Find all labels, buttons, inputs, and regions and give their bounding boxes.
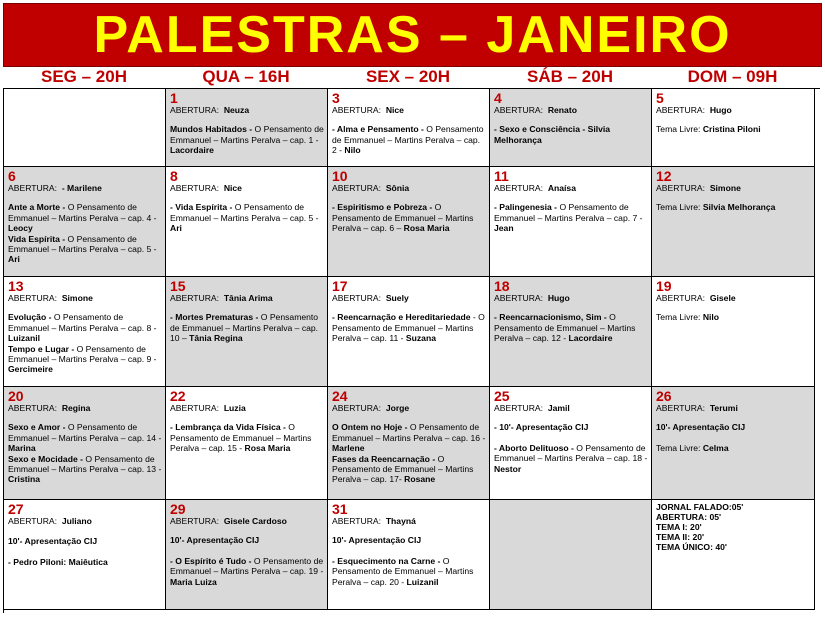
calendar-cell-day-10 xyxy=(328,167,490,277)
calendar-cell-empty xyxy=(4,89,166,167)
day-number: 13 xyxy=(8,278,24,294)
calendar-cell-day-29 xyxy=(166,500,328,610)
calendar-cell-day-1 xyxy=(166,89,328,167)
free-topic: Tema Livre: Celma xyxy=(656,442,729,453)
day-number: 31 xyxy=(332,501,348,517)
cij-presentation: 10'- Apresentação CIJ xyxy=(170,535,260,546)
day-number: 26 xyxy=(656,388,672,404)
lecture: - Pedro Piloni: Maiêutica xyxy=(8,556,108,567)
calendar-cell-day-12 xyxy=(652,167,815,277)
calendar-cell-day-20 xyxy=(4,387,166,500)
lecture: Sexo e Mocidade - O Pensamento de Emmanuel – Martins Peralva – cap. 13 - Cristina xyxy=(8,453,162,485)
page-title: PALESTRAS – JANEIRO xyxy=(93,6,732,64)
abertura-line: ABERTURA: Gisele xyxy=(656,293,736,303)
day-number: 1 xyxy=(170,90,178,106)
calendar-cell-day-17 xyxy=(328,277,490,387)
calendar-cell-day-19 xyxy=(652,277,815,387)
day-number: 12 xyxy=(656,168,672,184)
abertura-line: ABERTURA: Luzia xyxy=(170,403,246,413)
abertura-line: ABERTURA: Jamil xyxy=(494,403,570,413)
legend-item: JORNAL FALADO:05' xyxy=(656,502,744,512)
cij-presentation: 10'- Apresentação CIJ xyxy=(332,535,422,546)
legend-item: TEMA ÚNICO: 40' xyxy=(656,542,727,552)
free-topic: Tema Livre: Silvia Melhorança xyxy=(656,202,776,213)
abertura-line: ABERTURA: Jorge xyxy=(332,403,410,413)
legend-item: TEMA II: 20' xyxy=(656,532,705,542)
page-title-banner xyxy=(3,3,822,67)
day-number: 4 xyxy=(494,90,502,106)
lecture: - Lembrança da Vida Física - O Pensamento de Emmanuel – Martins Peralva – cap. 15 - Rosa Maria xyxy=(170,422,312,454)
lecture: - Esquecimento na Carne - O Pensamento de Emmanuel – Martins Peralva – cap. 20 - Luizanil xyxy=(332,555,474,587)
day-number: 20 xyxy=(8,388,24,404)
calendar-cell-day-27 xyxy=(4,500,166,610)
calendar-cell-day-18 xyxy=(490,277,652,387)
abertura-line: ABERTURA: Hugo xyxy=(656,105,732,115)
day-number: 15 xyxy=(170,278,186,294)
legend-item: ABERTURA: 05' xyxy=(656,512,722,522)
day-number: 3 xyxy=(332,90,340,106)
calendar-cell-day-8 xyxy=(166,167,328,277)
lecture: - Espiritismo e Pobreza - O Pensamento de Emmanuel – Martins Peralva – cap. 6 – Rosa Maria xyxy=(332,202,474,234)
calendar-cell-empty xyxy=(490,500,652,610)
lecture: Evolução - O Pensamento de Emmanuel – Martins Peralva – cap. 8 - Luizanil xyxy=(8,312,157,344)
weekday-mon: SEG – 20H xyxy=(41,67,127,86)
day-number: 10 xyxy=(332,168,348,184)
day-number: 25 xyxy=(494,388,510,404)
day-number: 5 xyxy=(656,90,664,106)
abertura-line: ABERTURA: Simone xyxy=(656,183,741,193)
day-number: 24 xyxy=(332,388,348,404)
day-number: 8 xyxy=(170,168,178,184)
free-topic: Tema Livre: Nilo xyxy=(656,312,720,323)
lecture: - Reencarnação e Hereditariedade - O Pensamento de Emmanuel – Martins Peralva – cap. 11 - Suzana xyxy=(332,312,485,344)
weekday-fri: SEX – 20H xyxy=(365,67,451,86)
day-number: 18 xyxy=(494,278,510,294)
legend-item: TEMA I: 20' xyxy=(656,522,702,532)
abertura-line: ABERTURA: Nice xyxy=(332,105,404,115)
lecture: Vida Espírita - O Pensamento de Emmanuel – Martins Peralva – cap. 5 - Ari xyxy=(8,233,157,265)
lecture: O Ontem no Hoje - O Pensamento de Emmanuel – Martins Peralva – cap. 16 - Marlene xyxy=(332,422,486,454)
day-number: 6 xyxy=(8,168,16,184)
abertura-line: ABERTURA: Thayná xyxy=(332,516,416,526)
abertura-line: ABERTURA: Regina xyxy=(8,403,91,413)
weekday-sat: SÁB – 20H xyxy=(527,67,613,86)
abertura-line: ABERTURA: Terumi xyxy=(656,403,738,413)
day-number: 22 xyxy=(170,388,186,404)
lecture: Mundos Habitados - O Pensamento de Emmanuel – Martins Peralva – cap. 1 -Lacordaire xyxy=(170,124,324,156)
lecture: - Sexo e Consciência - Silvia Melhorança xyxy=(494,124,611,145)
calendar-cell-day-4 xyxy=(490,89,652,167)
day-number: 11 xyxy=(494,168,509,184)
day-number: 19 xyxy=(656,278,672,294)
day-number: 29 xyxy=(170,501,186,517)
lecture: Sexo e Amor - O Pensamento de Emmanuel – Martins Peralva – cap. 14 - Marina xyxy=(8,422,162,454)
abertura-line: ABERTURA: Neuza xyxy=(170,105,250,115)
abertura-line: ABERTURA: Hugo xyxy=(494,293,570,303)
lecture: Tempo e Lugar - O Pensamento de Emmanuel – Martins Peralva – cap. 9 - Gercimeire xyxy=(8,343,157,375)
cij-presentation: - 10'- Apresentação CIJ xyxy=(494,422,589,433)
cij-presentation: 10'- Apresentação CIJ xyxy=(656,422,746,433)
abertura-line: ABERTURA: Tânia Arima xyxy=(170,293,273,303)
lecture: - Vida Espírita - O Pensamento de Emmanuel – Martins Peralva – cap. 5 - Ari xyxy=(170,202,319,234)
abertura-line: ABERTURA: Simone xyxy=(8,293,93,303)
abertura-line: ABERTURA: Nice xyxy=(170,183,242,193)
abertura-line: ABERTURA: Renato xyxy=(494,105,577,115)
calendar-cell-day-22 xyxy=(166,387,328,500)
calendar-cell-day-13 xyxy=(4,277,166,387)
calendar-cell-day-26 xyxy=(652,387,815,500)
lecture: - Alma e Pensamento - O Pensamento de Emmanuel – Martins Peralva – cap. 2 - Nilo xyxy=(332,124,484,156)
day-number: 27 xyxy=(8,501,24,517)
calendar-cell-day-5 xyxy=(652,89,815,167)
calendar-cell-day-3 xyxy=(328,89,490,167)
calendar-cell-day-11 xyxy=(490,167,652,277)
calendar-cell-day-31 xyxy=(328,500,490,610)
free-topic: Tema Livre: Cristina Piloni xyxy=(656,124,761,135)
abertura-line: ABERTURA: Gisele Cardoso xyxy=(170,516,287,526)
abertura-line: ABERTURA: Anaísa xyxy=(494,183,576,193)
weekday-wed: QUA – 16H xyxy=(202,67,290,86)
lecture: - Reencarnacionismo, Sim - O Pensamento de Emmanuel – Martins Peralva – cap. 12 - Lacordaire xyxy=(494,312,636,344)
lecture: - O Espírito é Tudo - O Pensamento de Emmanuel – Martins Peralva – cap. 19 - Maria Luiza xyxy=(170,555,324,587)
calendar-cell-day-24 xyxy=(328,387,490,500)
lecture: - Aborto Delituoso - O Pensamento de Emmanuel – Martins Peralva – cap. 18 - Nestor xyxy=(494,442,648,474)
calendar-cell-day-6 xyxy=(4,167,166,277)
calendar-cell-day-15 xyxy=(166,277,328,387)
calendar-grid xyxy=(3,88,820,613)
abertura-line: ABERTURA: - Marilene xyxy=(8,183,102,193)
abertura-line: ABERTURA: Suely xyxy=(332,293,409,303)
cij-presentation: 10'- Apresentação CIJ xyxy=(8,536,98,547)
day-number: 17 xyxy=(332,278,348,294)
time-allocation-legend xyxy=(652,500,815,610)
weekday-sun: DOM – 09H xyxy=(687,67,778,86)
lecture: - Mortes Prematuras - O Pensamento de Emmanuel – Martins Peralva – cap. 10 – Tânia Regina xyxy=(170,312,319,344)
lecture: Ante a Morte - O Pensamento de Emmanuel – Martins Peralva – cap. 4 - Leocy xyxy=(8,202,157,234)
abertura-line: ABERTURA: Sônia xyxy=(332,183,410,193)
abertura-line: ABERTURA: Juliano xyxy=(8,516,92,526)
lecture: Fases da Reencarnação - O Pensamento de Emmanuel – Martins Peralva – cap. 17- Rosane xyxy=(332,453,474,485)
weekday-header xyxy=(3,66,820,88)
lecture: - Palingenesia - O Pensamento de Emmanuel – Martins Peralva – cap. 7 - Jean xyxy=(494,202,643,234)
calendar-cell-day-25 xyxy=(490,387,652,500)
